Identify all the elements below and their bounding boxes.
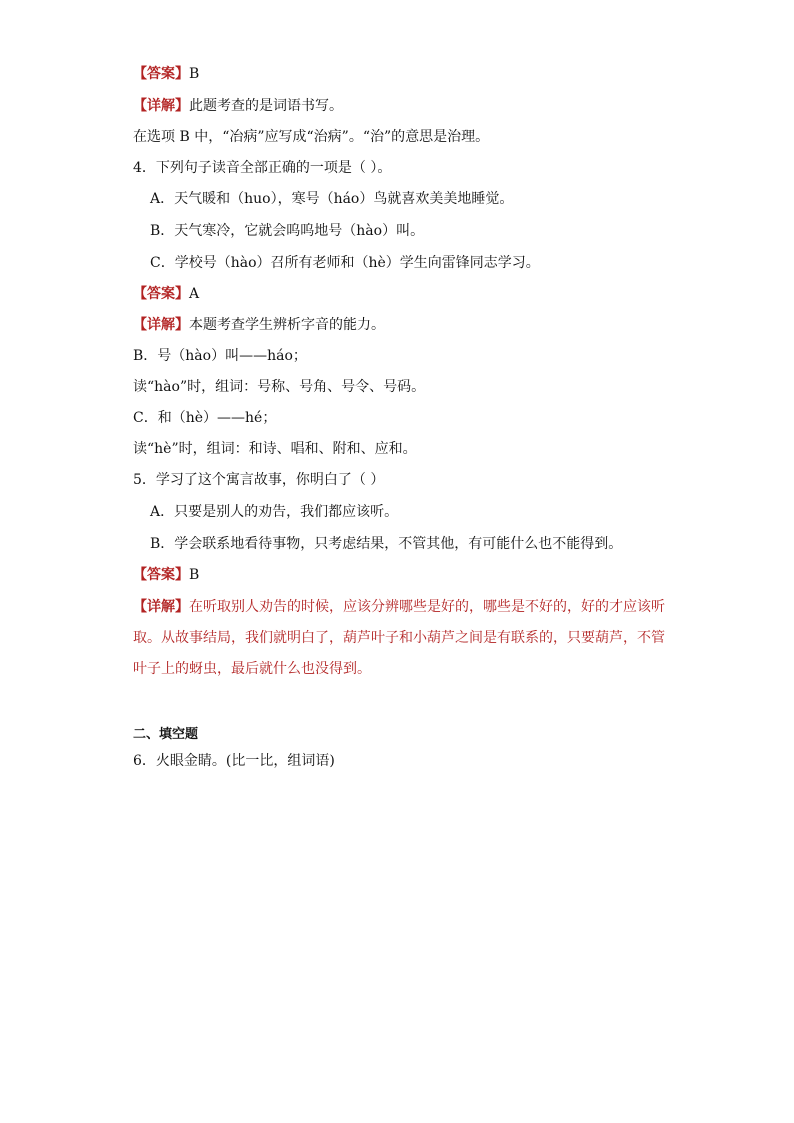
q3-detail: 在选项 B 中，“冶病”应写成“治病”。“治”的意思是治理。 (133, 129, 490, 145)
q4-detail-3: C．和（hè）——hé； (133, 410, 277, 426)
q4-option-a: A．天气暖和（huo），寒号（háo）鸟就喜欢美美地睡觉。 (150, 191, 514, 207)
q4-option-c: C．学校号（hào）召所有老师和（hè）学生向雷锋同志学习。 (150, 255, 540, 271)
answer-value: A (189, 286, 200, 302)
q4-detail-4: 读“hè”时，组词：和诗、唱和、附和、应和。 (133, 441, 417, 457)
q4-option-b: B．天气寒冷，它就会呜呜地号（hào）叫。 (150, 223, 425, 239)
q5-explain-line-3: 叶子上的蚜虫，最后就什么也没得到。 (133, 661, 371, 677)
q3-explain-line (133, 96, 343, 116)
q3-answer-line (133, 64, 199, 84)
q5-stem: 5．学习了这个寓言故事，你明白了（ ） (133, 472, 385, 488)
answer-tag: 【答案】 (133, 286, 189, 302)
q4-explain-line (133, 315, 385, 335)
q4-detail-2: 读“hào”时，组词：号称、号角、号令、号码。 (133, 379, 426, 395)
explain-tag: 【详解】 (133, 599, 189, 615)
q5-option-b: B．学会联系地看待事物，只考虑结果，不管其他，有可能什么也不能得到。 (150, 536, 623, 552)
explain-text: 此题考查的是词语书写。 (189, 98, 343, 114)
explain-tag: 【详解】 (133, 98, 189, 114)
explain-text: 在听取别人劝告的时候，应该分辨哪些是好的，哪些是不好的，好的才应该听 (189, 599, 665, 615)
section-title: 二、填空题 (133, 727, 199, 742)
answer-tag: 【答案】 (133, 567, 189, 583)
explain-tag: 【详解】 (133, 317, 189, 333)
q5-answer-line (133, 565, 199, 585)
explain-text: 本题考查学生辨析字音的能力。 (189, 317, 385, 333)
q5-explain-line-2: 取。从故事结局，我们就明白了，葫芦叶子和小葫芦之间是有联系的，只要葫芦，不管 (133, 630, 665, 646)
q5-explain-line-1 (133, 597, 665, 617)
answer-tag: 【答案】 (133, 66, 189, 82)
q4-stem: 4．下列句子读音全部正确的一项是（ ）。 (133, 160, 392, 176)
q4-answer-line (133, 284, 199, 304)
answer-value: B (189, 66, 200, 82)
q5-option-a: A．只要是别人的劝告，我们都应该听。 (150, 504, 399, 520)
answer-value: B (189, 567, 200, 583)
q4-detail-1: B．号（hào）叫——háo； (133, 348, 307, 364)
q6-stem: 6．火眼金睛。(比一比，组词语) (133, 753, 335, 769)
